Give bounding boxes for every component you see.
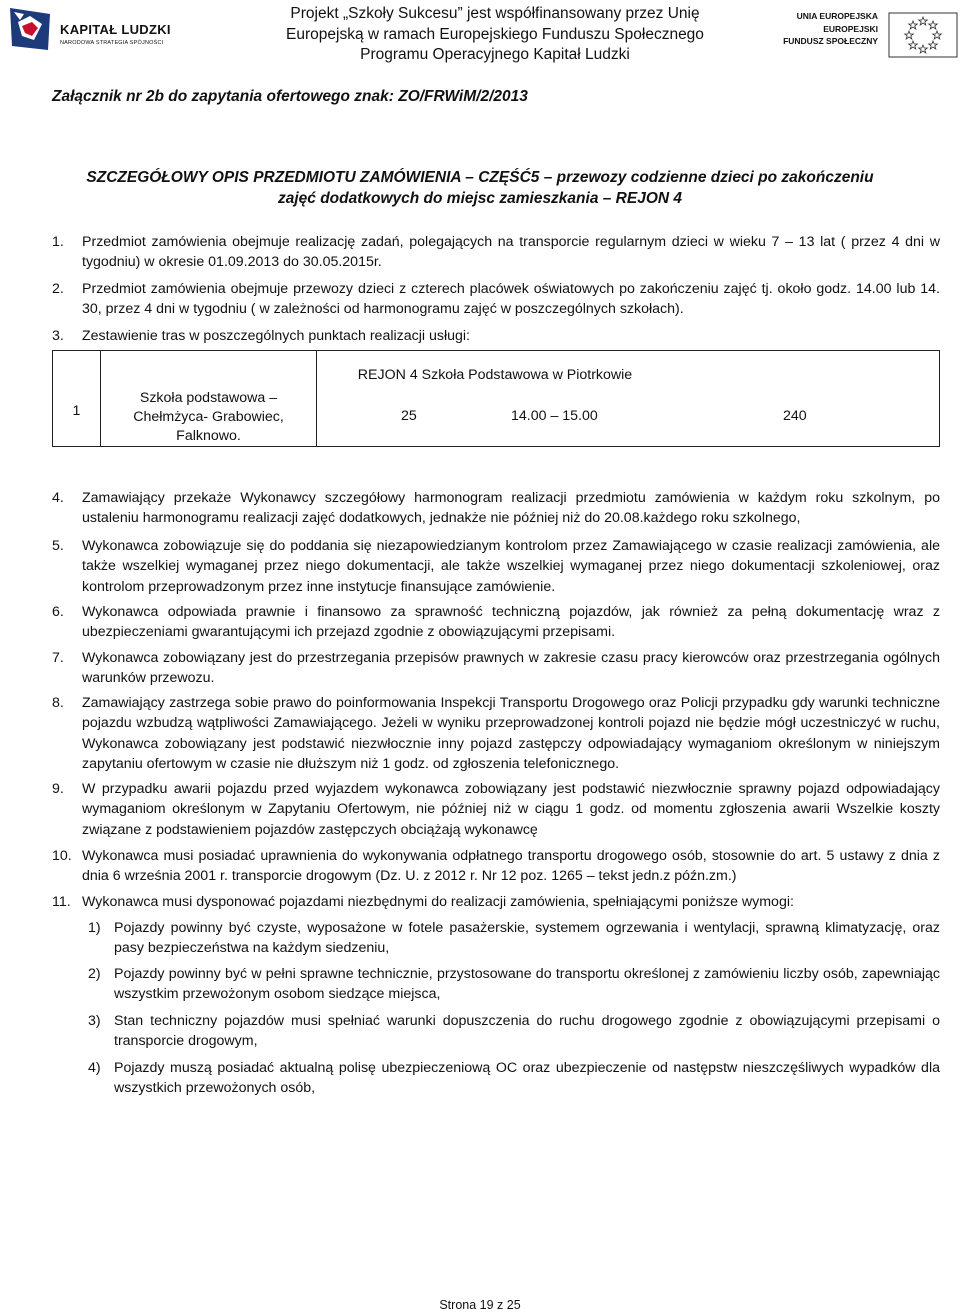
kapital-ludzki-subtitle: NARODOWA STRATEGIA SPÓJNOŚCI — [60, 40, 164, 46]
sub-list-item-number: 3) — [88, 1013, 101, 1029]
list-item — [52, 602, 940, 643]
list-item — [52, 536, 940, 597]
page-number: Strona 19 z 25 — [439, 1298, 521, 1312]
eu-logo-line-1: UNIA EUROPEJSKA — [796, 11, 878, 21]
list-item-text: Zamawiający zastrzega sobie prawo do poinformowania Inspekcji Transportu Drogowego oraz Policji przypadku gdy warunki techniczne pojazdu wzbudzą wątpliwości Zamawiającego. Jeżeli w wyniku przeprowadzonej kontroli pojazd nie będzie mógł uczestniczyć w ruchu, Wykonawca zobowiązany jest podstawić niezwłocznie inny pojazd zastępczy odpowiadający wymaganiom określonym w niniejszym zapytaniu ofertowym w czasie nie dłuższym niż 1 godz. od zgłoszenia telefonicznego. — [82, 695, 940, 772]
list-item-number: 7. — [52, 650, 64, 666]
list-item-number: 5. — [52, 538, 64, 554]
sub-list-item — [52, 918, 940, 959]
table-cell-distance: 240 — [783, 408, 807, 424]
sub-list-item-number: 4) — [88, 1060, 101, 1076]
list-item-number: 10. — [52, 848, 72, 864]
routes-table — [52, 350, 940, 447]
table-cell-region: REJON 4 Szkoła Podstawowa w Piotrkowie — [357, 367, 633, 383]
list-item-text: Wykonawca zobowiązuje się do poddania się niezapowiedzianym kontrolom przez Zamawiającego w czasie realizacji zamówienia, ale także wszelkiej wymaganej przez niego dokumentacji, ale także wszelkiej wymaganej przez niego dokumentacji szkoleniowej, oraz kontrolom przeprowadzonym przez inne instytucje finansujące zamówienie. — [82, 538, 940, 595]
list-item-text: Wykonawca musi dysponować pojazdami niezbędnymi do realizacji zamówienia, spełniającymi poniższe wymogi: — [82, 894, 794, 910]
title-line-2: zajęć dodatkowych do miejsc zamieszkania – REJON 4 — [277, 190, 683, 207]
sub-list-item-text: Pojazdy muszą posiadać aktualną polisę ubezpieczeniową OC oraz ubezpieczenie od następstw nieszczęśliwych wypadków dla wszystkich przewożonych osób, — [114, 1060, 940, 1097]
eu-logo-line-2: EUROPEJSKI — [823, 23, 878, 34]
sub-list-item — [52, 1058, 940, 1099]
sub-list-item-text: Pojazdy powinny być w pełni sprawne technicznie, przystosowane do transportu określonej z zamówieniu liczby osób, zapewniając wszystkim przewożonym osobom siedzące miejsca, — [114, 966, 940, 1003]
list-item-text: Wykonawca odpowiada prawnie i finansowo za sprawność techniczną pojazdów, jak również za pełną dokumentację wraz z ubezpieczeniami gwarantującymi ich przejazd zgodnie z obowiązującymi przepisami. — [82, 604, 940, 641]
list-item-number: 8. — [52, 695, 64, 711]
header-line-1: Projekt „Szkoły Sukcesu” jest współfinansowany przez Unię — [290, 5, 700, 22]
header-line-3: Programu Operacyjnego Kapitał Ludzki — [360, 46, 630, 63]
list-item-text: Zamawiający przekaże Wykonawcy szczegółowy harmonogram realizacji przedmiotu zamówienia w każdym roku szkolnym, po ustaleniu harmonogramu realizacji zajęć dodatkowych, jednakże nie później niż do 20.08.każdego roku szkolnego, — [82, 490, 940, 527]
list-item-text: Zestawienie tras w poszczególnych punktach realizacji usługi: — [82, 328, 470, 344]
list-item — [52, 693, 940, 774]
eu-logo-line-3: FUNDUSZ SPOŁECZNY — [783, 36, 878, 46]
table-cell-children-count: 25 — [401, 408, 417, 424]
list-item-text: Wykonawca musi posiadać uprawnienia do wykonywania odpłatnego transportu drogowego osób, stosownie do art. 5 ustawy z dnia z dnia 6 września 2001 r. transporcie drogowym (Dz. U. z 2012 r. Nr 12 poz. 1265 – tekst jedn.z późn.zm.) — [82, 848, 940, 885]
list-item-number: 9. — [52, 781, 64, 797]
list-item-number: 6. — [52, 604, 64, 620]
list-item-number: 1. — [52, 234, 64, 250]
title-line-1: SZCZEGÓŁOWY OPIS PRZEDMIOTU ZAMÓWIENIA – CZĘŚĆ5 – przewozy codzienne dzieci po zakończeniu — [86, 169, 874, 186]
sub-list-item — [52, 964, 940, 1005]
sub-list-item-number: 2) — [88, 966, 101, 982]
list-item — [52, 648, 940, 689]
kapital-ludzki-flag-icon — [8, 6, 52, 54]
list-item-text: Przedmiot zamówienia obejmuje realizację zadań, polegających na transporcie regularnym dzieci w wieku 7 – 13 lat ( przez 4 dni w tygodniu) w okresie 01.09.2013 do 30.05.2015r. — [82, 234, 940, 271]
table-cell-row-number: 1 — [53, 351, 101, 446]
list-item — [52, 779, 940, 840]
eu-logo-text — [770, 10, 878, 48]
list-item — [52, 279, 940, 320]
kapital-ludzki-logo — [8, 6, 171, 56]
list-item — [52, 232, 940, 273]
list-item-number: 4. — [52, 490, 64, 506]
list-item-number: 2. — [52, 281, 64, 297]
sub-list-item-number: 1) — [88, 920, 101, 936]
header-line-2: Europejską w ramach Europejskiego Funduszu Społecznego — [286, 25, 704, 43]
page-header — [0, 0, 960, 70]
annex-reference: Załącznik nr 2b do zapytania ofertowego znak: ZO/FRWiM/2/2013 — [52, 88, 528, 105]
list-item-number: 3. — [52, 328, 64, 344]
list-item — [52, 488, 940, 529]
eu-logo — [770, 10, 960, 60]
list-item-text: Przedmiot zamówienia obejmuje przewozy dzieci z czterech placówek oświatowych po zakończeniu zajęć tj. około godz. 14.00 lub 14. 30, przez 4 dni w tygodniu ( w zależności od harmonogramu zajęć w poszczególnych szkołach). — [82, 281, 940, 318]
eu-stars-flag-icon — [888, 12, 958, 58]
kapital-ludzki-title: KAPITAŁ LUDZKI — [60, 22, 171, 37]
sub-list-item-text: Stan techniczny pojazdów musi spełniać warunki dopuszczenia do ruchu drogowego zgodnie z obowiązującymi przepisami o transporcie drogowym, — [114, 1013, 940, 1050]
sub-list-item-text: Pojazdy powinny być czyste, wyposażone w fotele pasażerskie, systemem ogrzewania i wentylacji, sprawną klimatyzację, oraz pasy bezpieczeństwa na każdym siedzeniu, — [114, 920, 940, 957]
list-item — [52, 892, 940, 912]
list-item-text: W przypadku awarii pojazdu przed wyjazdem wykonawca zobowiązany jest podstawić niezwłocznie sprawny pojazd odpowiadający wymaganiom określonym w Zapytaniu Ofertowym, nie później niż w ciągu 1 godz. od momentu zgłoszenia awarii Wszelkie koszty związane z podstawieniem pojazdów zastępczych obciążają wykonawcę — [82, 781, 940, 838]
sub-list-item — [52, 1011, 940, 1052]
project-header-text — [270, 4, 720, 66]
list-item-number: 11. — [52, 894, 71, 910]
table-cell-school: Szkoła podstawowa – Chełmżyca- Grabowiec, Falknowo. — [101, 351, 317, 446]
document-title — [40, 167, 920, 209]
list-item — [52, 846, 940, 887]
table-cell-time: 14.00 – 15.00 — [511, 408, 598, 424]
list-item-text: Wykonawca zobowiązany jest do przestrzegania przepisów prawnych w zakresie czasu pracy kierowców oraz przestrzegania ogólnych warunków przewozu. — [82, 650, 940, 687]
list-item — [52, 326, 940, 346]
